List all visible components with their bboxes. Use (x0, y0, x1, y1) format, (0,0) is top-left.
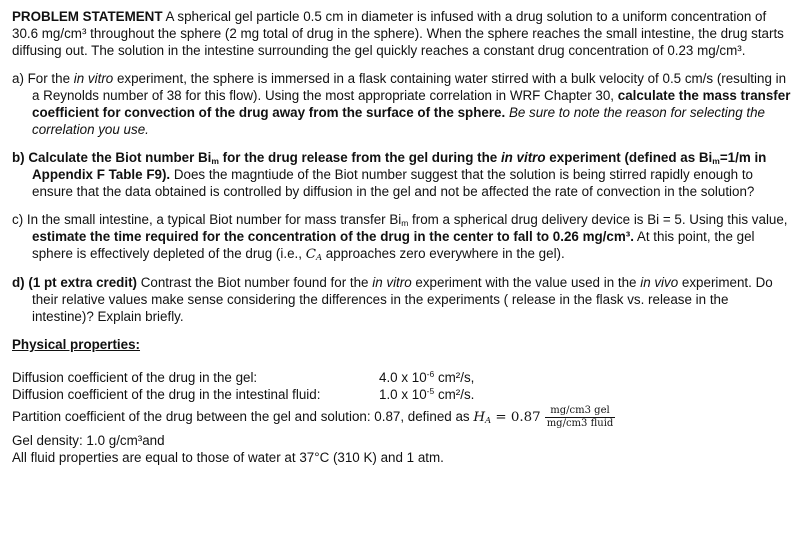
diff-fluid-exponent: -5 (426, 386, 435, 396)
part-b-sub-2: m (712, 156, 720, 166)
part-a-note: Be sure to note the reason for selecting the correlation you use. (32, 105, 766, 137)
physical-properties-title: Physical properties: (12, 337, 141, 352)
part-c-text-3: At this point, the gel sphere is effectively depleted of the drug (i.e., (32, 229, 755, 261)
part-d-text-3: experiment. Do their relative values make sense considering the differences in the experiments ( release in the flask vs. release in the intestine)? Explain briefly. (32, 275, 773, 324)
document-page (12, 8, 792, 466)
gel-density: Gel density: 1.0 g/cm³and (12, 433, 165, 448)
part-c-text-2: from a spherical drug delivery device is Bi = 5. Using this value, (408, 212, 788, 227)
part-b-sub-1: m (211, 156, 219, 166)
partition-text: Partition coefficient of the drug between the gel and solution: 0.87, defined as (12, 409, 474, 425)
part-c-text-4: approaches zero everywhere in the gel). (322, 246, 565, 261)
part-d-text-2: experiment with the value used in the (411, 275, 641, 290)
diff-fluid-value (379, 386, 474, 403)
part-d-label: d) (1 pt extra credit) (12, 275, 138, 290)
diff-gel-unit: cm²/s, (434, 370, 475, 385)
diff-fluid-row (12, 386, 792, 403)
part-c-sub-1: m (401, 218, 409, 228)
part-b-text-3: experiment (defined as Bi (545, 150, 713, 165)
partition-fraction (545, 405, 616, 430)
part-d (12, 274, 792, 325)
part-a-text-2: experiment, the sphere is immersed in a flask containing water stirred with a bulk velocity of 0.5 cm/s (resulting in a Reynolds number of 38 for this flow). Using the most appropriate correlation in WRF Chapter 30, (32, 71, 787, 103)
part-d-in-vivo: in vivo (640, 275, 679, 290)
part-c-text-1: c) In the small intestine, a typical Biot number for mass transfer Bi (12, 212, 402, 227)
partition-equals: = 0.87 (491, 410, 541, 426)
physical-properties (12, 369, 792, 466)
part-b-text-2: for the drug release from the gel during the (218, 150, 501, 165)
part-c-task: estimate the time required for the concentration of the drug in the center to fall to 0.26 mg/cm³. (32, 229, 634, 244)
fluid-properties: All fluid properties are equal to those of water at 37°C (310 K) and 1 atm. (12, 450, 444, 465)
part-c-ca-sub: A (315, 253, 323, 263)
diff-gel-exponent: -6 (426, 369, 435, 379)
diff-gel-label: Diffusion coefficient of the drug in the gel: (12, 370, 258, 385)
part-b-question: Does the magntiude of the Biot number suggest that the solution is being stirred rapidly enough to ensure that the data obtained is controlled by diffusion in the gel and not be affected the rate of convection in the solution? (32, 167, 755, 199)
part-a-text-1: a) For the (12, 71, 74, 86)
part-c (12, 211, 792, 263)
diff-fluid-mantissa: 1.0 x 10 (379, 387, 427, 402)
diff-fluid-label: Diffusion coefficient of the drug in the intestinal fluid: (12, 387, 321, 402)
part-c-ca-symbol: C (305, 247, 316, 262)
part-a-task: calculate the mass transfer coefficient for convection of the drug away from the surface of the sphere. (32, 88, 791, 120)
partition-numerator: mg/cm3 gel (545, 405, 616, 418)
part-a (12, 70, 792, 138)
partition-h-sub: A (485, 416, 492, 427)
problem-title: PROBLEM STATEMENT (12, 9, 163, 24)
part-b (12, 149, 792, 200)
diff-gel-value (379, 369, 474, 386)
diff-gel-mantissa: 4.0 x 10 (379, 370, 427, 385)
part-b-text-4: =1/m in Appendix F Table F9). (32, 150, 767, 182)
partition-denominator: mg/cm3 fluid (546, 418, 614, 429)
problem-statement (12, 8, 792, 59)
part-b-in-vitro: in vitro (500, 150, 546, 165)
part-a-in-vitro: in vitro (73, 71, 114, 86)
partition-row (12, 405, 792, 429)
problem-text: A spherical gel particle 0.5 cm in diameter is infused with a drug solution to a uniform concentration of 30.6 mg/cm³ throughout the sphere (2 mg total of drug in the sphere). When the sphere reaches the small intestine, the drug starts diffusing out. The solution in the intestine surrounding the gel quickly reaches a constant drug concentration of 0.23 mg/cm³. (12, 9, 784, 58)
diff-gel-row (12, 369, 792, 386)
part-d-in-vitro: in vitro (372, 275, 412, 290)
part-b-text-1: b) Calculate the Biot number Bi (12, 150, 212, 165)
partition-h-symbol: H (473, 410, 485, 426)
diff-fluid-unit: cm²/s. (434, 387, 475, 402)
part-d-text-1: Contrast the Biot number found for the (137, 275, 373, 290)
